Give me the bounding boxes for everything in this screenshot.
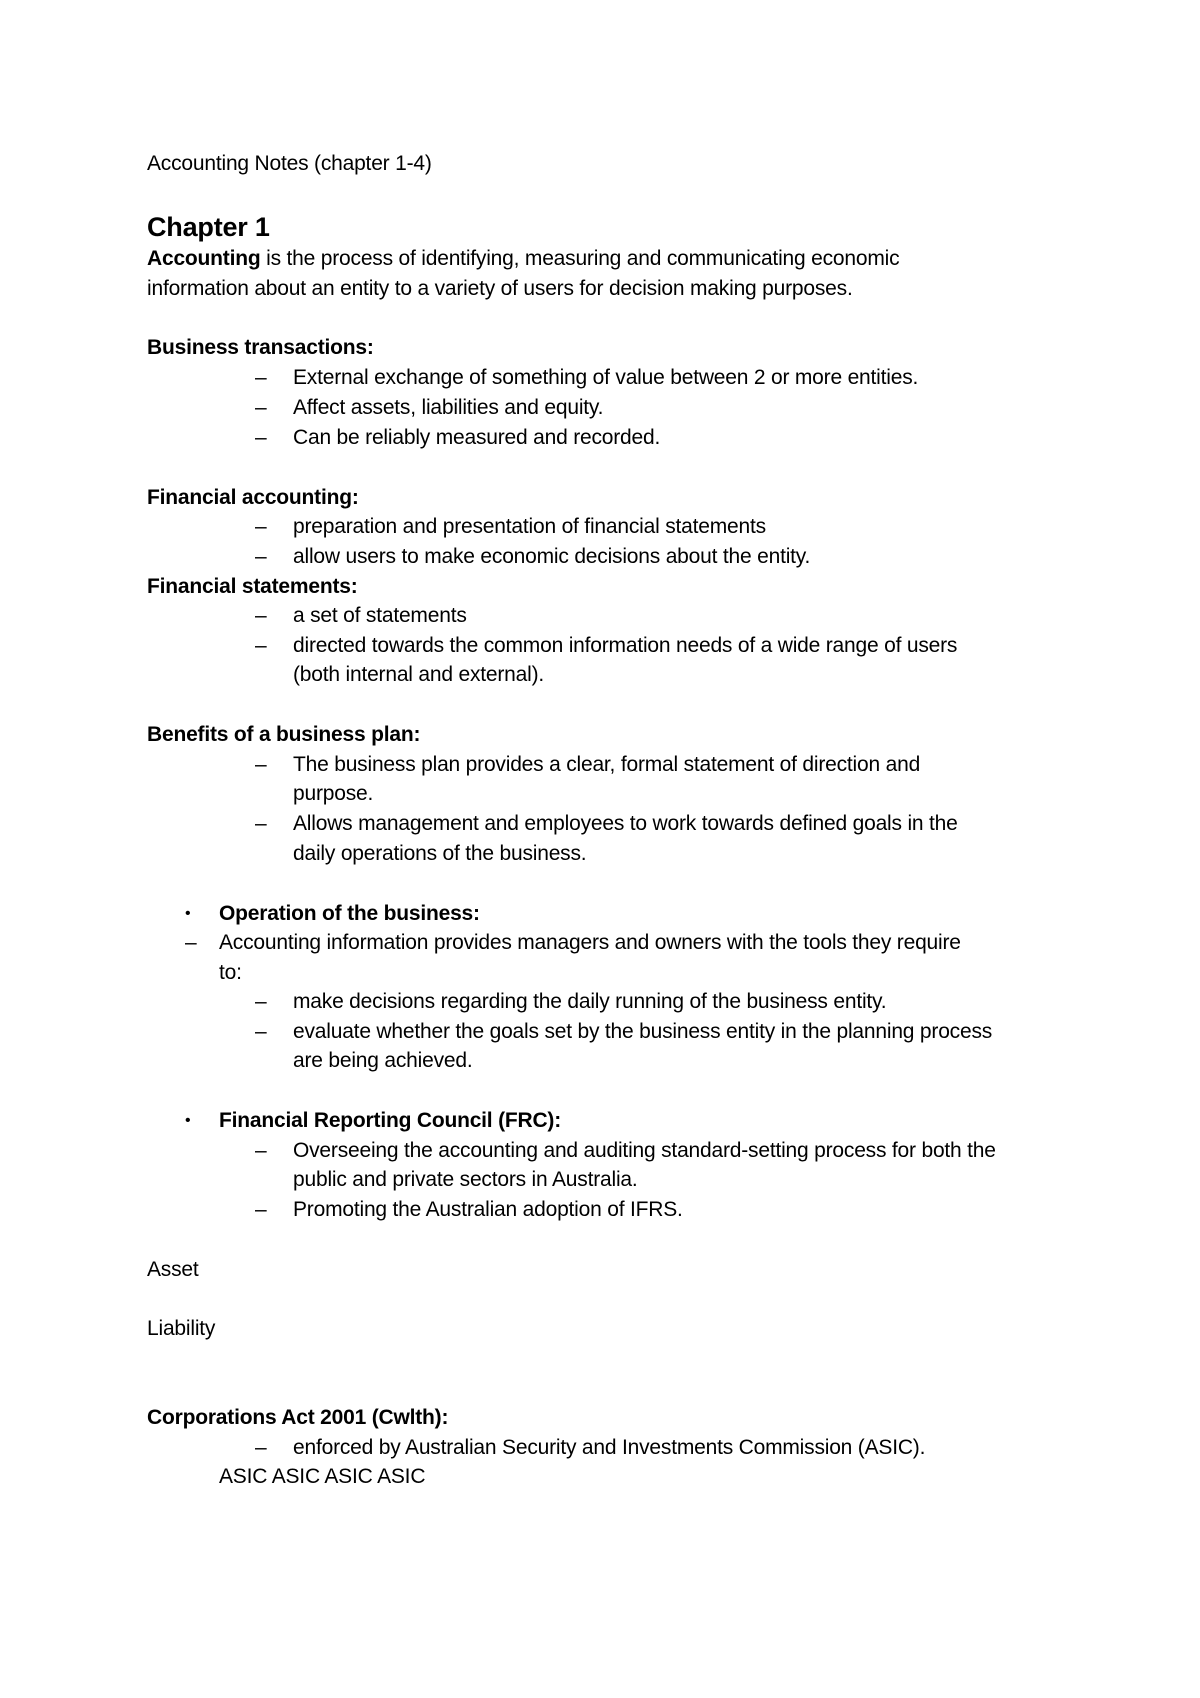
- dash-bullet: –: [255, 812, 267, 835]
- intro-line-2: information about an entity to a variety of users for decision making purposes.: [147, 277, 853, 300]
- list-item-continuation: are being achieved.: [293, 1049, 473, 1072]
- list-item-continuation: public and private sectors in Australia.: [293, 1168, 638, 1191]
- list-item: Allows management and employees to work towards defined goals in the: [293, 812, 958, 835]
- list-item: enforced by Australian Security and Investments Commission (ASIC).: [293, 1436, 926, 1459]
- list-item: Overseeing the accounting and auditing standard-setting process for both the: [293, 1139, 996, 1162]
- dash-bullet: –: [255, 426, 267, 449]
- dash-bullet: –: [255, 545, 267, 568]
- list-item: evaluate whether the goals set by the business entity in the planning process: [293, 1020, 993, 1043]
- document-title: Accounting Notes (chapter 1-4): [147, 152, 432, 175]
- dash-bullet: –: [255, 990, 267, 1013]
- dash-bullet: –: [255, 515, 267, 538]
- financial-statements-heading: Financial statements:: [147, 575, 358, 598]
- dash-bullet: –: [255, 366, 267, 389]
- business-plan-heading: Benefits of a business plan:: [147, 723, 421, 746]
- dash-bullet: –: [255, 634, 267, 657]
- dash-bullet: –: [255, 753, 267, 776]
- list-item-continuation: (both internal and external).: [293, 663, 545, 686]
- dash-bullet: –: [255, 1020, 267, 1043]
- dash-bullet: –: [255, 604, 267, 627]
- list-item: preparation and presentation of financial statements: [293, 515, 766, 538]
- financial-accounting-heading: Financial accounting:: [147, 486, 359, 509]
- intro-term: Accounting: [147, 247, 261, 270]
- dash-bullet: –: [255, 396, 267, 419]
- chapter-heading: Chapter 1: [147, 212, 270, 242]
- bullet-dot: •: [185, 905, 191, 922]
- operation-lead-line-2: to:: [219, 961, 242, 984]
- list-item: a set of statements: [293, 604, 467, 627]
- list-item: make decisions regarding the daily running of the business entity.: [293, 990, 887, 1013]
- list-item: Promoting the Australian adoption of IFRS.: [293, 1198, 683, 1221]
- intro-line-1-rest: is the process of identifying, measuring and communicating economic: [260, 247, 900, 270]
- operation-lead-line-1: Accounting information provides managers and owners with the tools they require: [219, 931, 961, 954]
- bullet-dot: •: [185, 1112, 191, 1129]
- list-item: directed towards the common information needs of a wide range of users: [293, 634, 958, 657]
- dash-bullet: –: [255, 1198, 267, 1221]
- list-item: Can be reliably measured and recorded.: [293, 426, 661, 449]
- list-item-continuation: daily operations of the business.: [293, 842, 587, 865]
- list-item-continuation: purpose.: [293, 782, 374, 805]
- asic-repeated-text: ASIC ASIC ASIC ASIC: [219, 1465, 426, 1488]
- dash-bullet: –: [255, 1139, 267, 1162]
- liability-label: Liability: [147, 1317, 216, 1340]
- intro-line-1: [147, 245, 899, 273]
- operation-heading: Operation of the business:: [219, 902, 480, 925]
- list-item: External exchange of something of value between 2 or more entities.: [293, 366, 919, 389]
- list-item: The business plan provides a clear, formal statement of direction and: [293, 753, 921, 776]
- dash-bullet: –: [185, 931, 197, 954]
- dash-bullet: –: [255, 1436, 267, 1459]
- frc-heading: Financial Reporting Council (FRC):: [219, 1109, 562, 1132]
- list-item: Affect assets, liabilities and equity.: [293, 396, 604, 419]
- business-transactions-heading: Business transactions:: [147, 336, 374, 359]
- corporations-act-heading: Corporations Act 2001 (Cwlth):: [147, 1406, 449, 1429]
- list-item: allow users to make economic decisions about the entity.: [293, 545, 811, 568]
- asset-label: Asset: [147, 1258, 199, 1281]
